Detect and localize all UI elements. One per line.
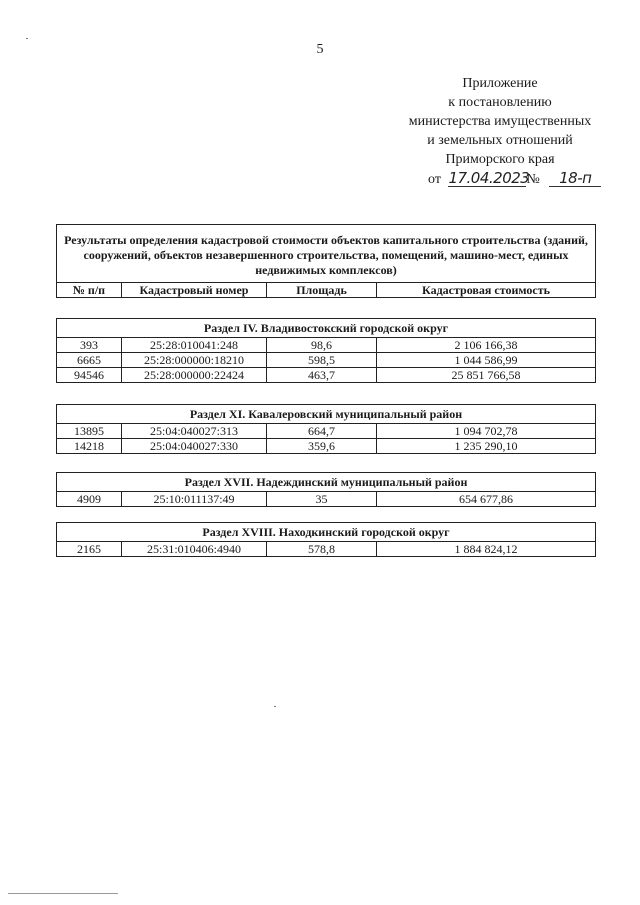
number-sign: № <box>526 172 540 187</box>
row-number: 94546 <box>57 368 122 383</box>
row-number: 6665 <box>57 353 122 368</box>
cadastral-value: 654 677,86 <box>377 492 596 507</box>
scan-speck <box>274 706 276 707</box>
table-row <box>57 439 596 454</box>
table-row <box>57 424 596 439</box>
section-title: Раздел IV. Владивостокский городской округ <box>57 319 596 338</box>
section-table-xviii <box>56 522 596 557</box>
handwritten-date: 17.04.2023 <box>448 169 530 187</box>
cadastral-number: 25:28:010041:248 <box>122 338 267 353</box>
area: 598,5 <box>267 353 377 368</box>
column-header-number: № п/п <box>57 283 122 298</box>
results-header-table <box>56 224 596 298</box>
from-label: от <box>428 172 441 187</box>
cadastral-value: 2 106 166,38 <box>377 338 596 353</box>
area: 463,7 <box>267 368 377 383</box>
row-number: 14218 <box>57 439 122 454</box>
row-number: 393 <box>57 338 122 353</box>
table-row <box>57 353 596 368</box>
cadastral-number: 25:04:040027:313 <box>122 424 267 439</box>
cadastral-number: 25:10:011137:49 <box>122 492 267 507</box>
decree-reference <box>428 170 601 188</box>
cadastral-value: 1 044 586,99 <box>377 353 596 368</box>
cadastral-number: 25:28:000000:22424 <box>122 368 267 383</box>
row-number: 2165 <box>57 542 122 557</box>
appendix-line: и земельных отношений <box>427 133 573 148</box>
handwritten-number: 18-п <box>549 170 601 187</box>
appendix-line: Приложение <box>462 76 538 91</box>
table-row <box>57 368 596 383</box>
table-row <box>57 338 596 353</box>
cadastral-value: 25 851 766,58 <box>377 368 596 383</box>
area: 98,6 <box>267 338 377 353</box>
section-table-xvii <box>56 472 596 507</box>
appendix-line: к постановлению <box>448 95 552 110</box>
footnote-rule <box>8 893 118 894</box>
section-title: Раздел XVIII. Находкинский городской округ <box>57 523 596 542</box>
cadastral-value: 1 235 290,10 <box>377 439 596 454</box>
page-number: 5 <box>316 42 324 57</box>
section-table-iv <box>56 318 596 383</box>
section-table-xi <box>56 404 596 454</box>
column-header-cadastral-number: Кадастровый номер <box>122 283 267 298</box>
section-title: Раздел XVII. Надеждинский муниципальный район <box>57 473 596 492</box>
table-row <box>57 542 596 557</box>
column-header-cadastral-value: Кадастровая стоимость <box>377 283 596 298</box>
area: 578,8 <box>267 542 377 557</box>
scan-speck <box>26 38 28 39</box>
results-title: Результаты определения кадастровой стоимости объектов капитального строительства (зданий, сооружений, объектов незавершенного строительства, помещений, машино-мест, единых недвижимых комплексов) <box>57 225 596 283</box>
row-number: 4909 <box>57 492 122 507</box>
section-title: Раздел XI. Кавалеровский муниципальный район <box>57 405 596 424</box>
cadastral-number: 25:31:010406:4940 <box>122 542 267 557</box>
area: 664,7 <box>267 424 377 439</box>
cadastral-value: 1 094 702,78 <box>377 424 596 439</box>
table-row <box>57 492 596 507</box>
appendix-block <box>385 74 615 169</box>
area: 35 <box>267 492 377 507</box>
cadastral-number: 25:28:000000:18210 <box>122 353 267 368</box>
appendix-line: Приморского края <box>445 152 555 167</box>
cadastral-number: 25:04:040027:330 <box>122 439 267 454</box>
column-header-area: Площадь <box>267 283 377 298</box>
row-number: 13895 <box>57 424 122 439</box>
cadastral-value: 1 884 824,12 <box>377 542 596 557</box>
area: 359,6 <box>267 439 377 454</box>
appendix-line: министерства имущественных <box>408 114 592 129</box>
